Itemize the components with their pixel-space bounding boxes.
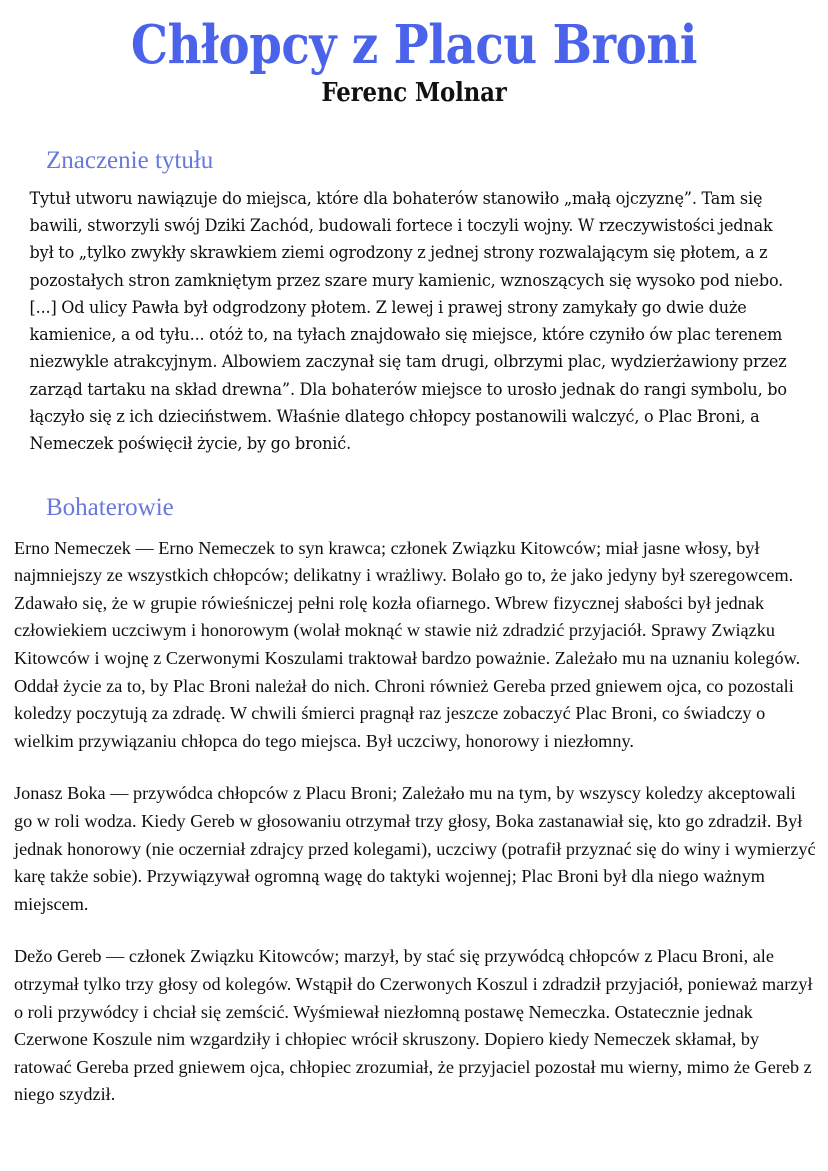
paragraph-znaczenie-tytulu: Tytuł utworu nawiązuje do miejsca, które dla bohaterów stanowiło „małą ojczyznę”. Tam się bawili, stworzyli swój Dziki Zachód, budowali fortece i toczyli wojny. W rzeczywistości jednak był to „tylko zwykły skrawkiem ziemi ogrodzony z jednej strony rozwalającym się płotem, a z pozostałych stron zamkniętym przez szare mury kamienic, wznoszących się wysoko pod niebo. [...] Od ulicy Pawła był odgrodzony płotem. Z lewej i prawej strony zamykały go dwie duże kamienice, a od tyłu... otóż to, na tyłach znajdowało się miejsce, które czyniło ów plac terenem niezwykle atrakcyjnym. Albowiem zaczynał się tam drugi, olbrzymi plac, wydzierżawiony przez zarząd tartaku na skład drewna”. Dla bohaterów miejsce to urosło jednak do rangi symbolu, bo łączyło się z ich dzieciństwem. Właśnie dlatego chłopcy postanowili walczyć, o Plac Broni, a Nemeczek poświęcił życie, by go bronić. — [29, 188, 787, 454]
paragraph-dezo-gereb: Dežo Gereb — członek Związku Kitowców; marzył, by stać się przywódcą chłopców z Placu Broni, ale otrzymał tylko trzy głosy od kolegów. Wstąpił do Czerwonych Koszul i zdradził przyjaciół, ponieważ marzył o roli przywódcy i chciał się zemścić. Wyśmiewał niezłomną postawę Nemeczka. Ostatecznie jednak Czerwone Koszule nim wzgardziły i chłopiec wrócił skruszony. Dopiero kiedy Nemeczek skłamał, by ratować Gereba przed gniewem ojca, chłopiec zrozumiał, że przyjaciel pozostał mu wierny, mimo że Gereb z niego szydził. — [14, 946, 813, 1105]
section-heading-bohaterowie: Bohaterowie — [46, 493, 174, 521]
paragraph-erno-nemeczek: Erno Nemeczek — Erno Nemeczek to syn krawca; członek Związku Kitowców; miał jasne włosy, był najmniejszy ze wszystkich chłopców; delikatny i wrażliwy. Bolało go to, że jako jedyny był szeregowcem. Zdawało się, że w grupie rówieśniczej pełni rolę kozła ofiarnego. Wbrew fizycznej słabości był jednak człowiekiem uczciwym i honorowym (wolał moknąć w stawie niż zdradzić przyjaciół. Sprawy Związku Kitowców i wojnę z Czerwonymi Koszulami traktował bardzo poważnie. Zależało mu na uznaniu kolegów. Oddał życie za to, by Plac Broni należał do nich. Chroni również Gereba przed gniewem ojca, co pozostali koledzy poczytują za zdradę. W chwili śmierci pragnął raz jeszcze zobaczyć Plac Broni, co świadczy o wielkim przywiązaniu chłopca do tego miejsca. Był uczciwy, honorowy i niezłomny. — [14, 537, 801, 751]
section-heading-znaczenie-tytulu: Znaczenie tytułu — [46, 146, 214, 174]
author-name: Ferenc Molnar — [321, 78, 507, 109]
title-block — [0, 0, 828, 108]
page-title: Chłopcy z Placu Broni — [130, 14, 698, 76]
paragraph-jonasz-boka: Jonasz Boka — przywódca chłopców z Placu Broni; Zależało mu na tym, by wszyscy koledzy akceptowali go w roli wodza. Kiedy Gereb w głosowaniu otrzymał trzy głosy, Boka zastanawiał się, kto go zdradził. Był jednak honorowy (nie oczerniał zdrajcy przed kolegami), uczciwy (potrafił przyznać się do winy i wymierzyć karę także sobie). Przywiązywał ogromną wagę do taktyki wojennej; Plac Broni był dla niego ważnym miejscem. — [14, 783, 816, 914]
